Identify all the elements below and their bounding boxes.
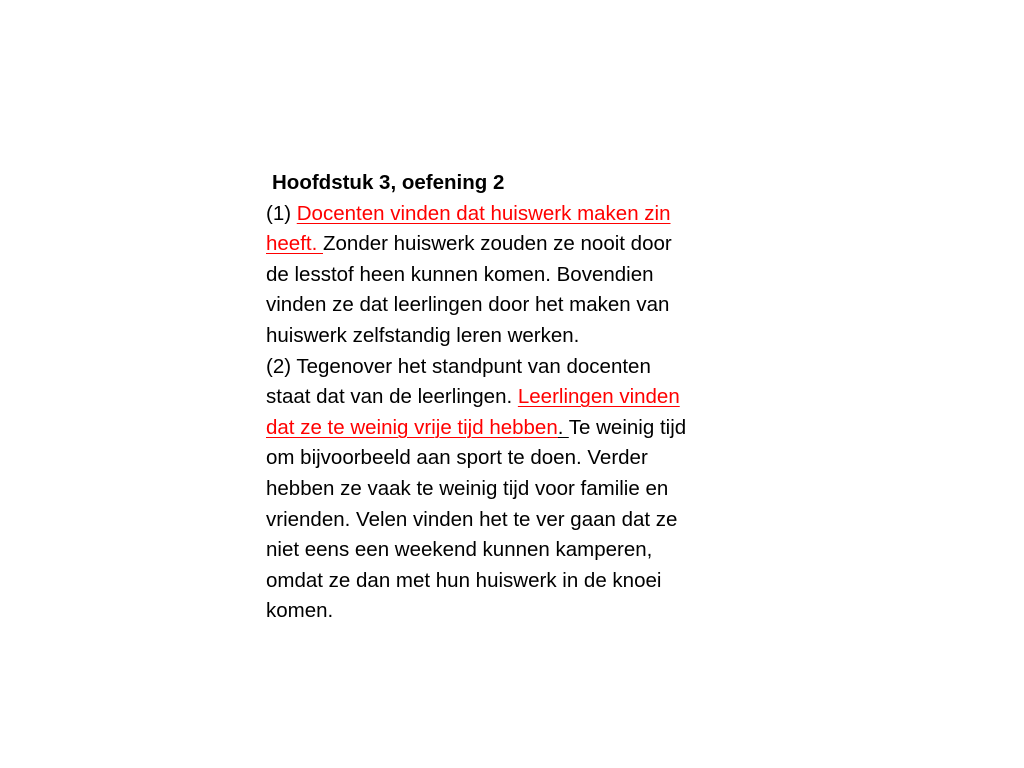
claim-leerlingen: Leerlingen vinden [517, 385, 680, 409]
underlined-period: . [557, 415, 569, 439]
text-line-10: hebben ze vaak te weinig tijd voor familie en [266, 476, 669, 500]
exercise-title: Hoofdstuk 3, oefening 2 [272, 171, 505, 194]
text-line-3: de lesstof heen kunnen komen. Bovendien [266, 262, 654, 286]
text-segment: (1) [266, 201, 297, 225]
text-line-11: vrienden. Velen vinden het te ver gaan dat ze [266, 507, 678, 531]
text-line-12: niet eens een weekend kunnen kamperen, [266, 538, 653, 562]
text-line-5: huiswerk zelfstandig leren werken. [266, 323, 580, 347]
text-line-7 [266, 382, 766, 413]
text-line-4: vinden ze dat leerlingen door het maken van [266, 293, 670, 317]
text-segment: staat dat van de leerlingen. [266, 385, 518, 409]
text-line-2 [266, 229, 766, 260]
text-segment: Zonder huiswerk zouden ze nooit door [323, 232, 672, 256]
text-line-8 [266, 413, 766, 444]
exercise-text [266, 168, 766, 627]
text-line-13: omdat ze dan met hun huiswerk in de knoei [266, 568, 662, 592]
text-line-1 [266, 199, 766, 230]
claim-docenten-end: heeft. [266, 232, 323, 256]
claim-leerlingen-end: dat ze te weinig vrije tijd hebben [266, 415, 558, 439]
text-line-9: om bijvoorbeeld aan sport te doen. Verder [266, 446, 648, 470]
claim-docenten: Docenten vinden dat huiswerk maken zin [296, 201, 671, 225]
text-line-6: (2) Tegenover het standpunt van docenten [266, 354, 651, 378]
text-line-14: komen. [266, 599, 334, 623]
text-segment: Te weinig tijd [568, 415, 687, 439]
